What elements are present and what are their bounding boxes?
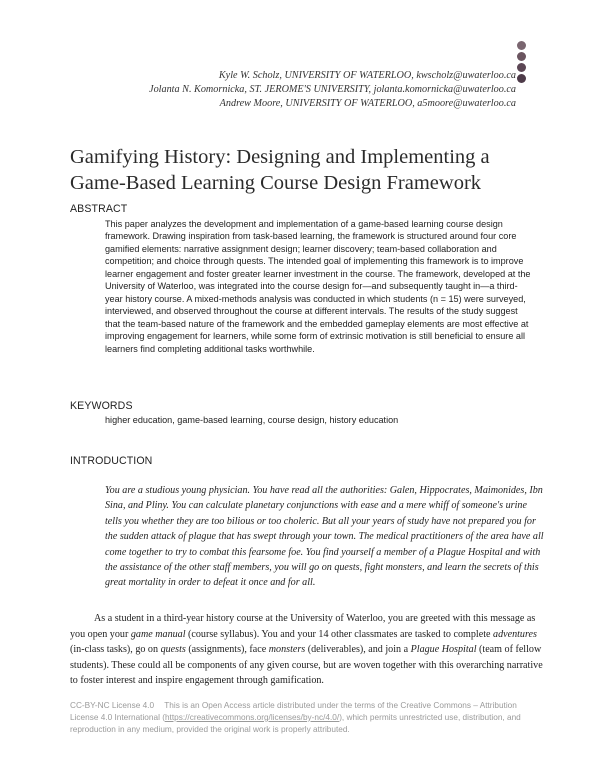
author-line: Jolanta N. Komornicka, ST. JEROME'S UNIVERSITY, jolanta.komornicka@uwaterloo.ca [149, 84, 516, 95]
plague-hospital-term: Plague Hospital [410, 644, 477, 655]
intro-quote: You are a studious young physician. You have read all the authorities: Galen, Hippocrates, Maimonides, Ibn Sina, and Pliny. You can calculate planetary conjunctions with ease and a mere whiff of someone's urine tells you whether they are too bilious or too choleric. But all your years of study have not prepared you for the sudden attack of plague that has swept through your town. The medical practitioners of the area have all come together to try to combat this fearsome foe. You find yourself a member of a Plague Hospital and with the assistance of the other staff members, you will go on quests, fight monsters, and learn the secrets of this great mortality in order to defeat it once and for all. [105, 485, 544, 589]
monsters-term: monsters [268, 644, 306, 655]
title-line-1: Gamifying History: Designing and Implementing a [70, 146, 490, 168]
journal-logo-dots [517, 41, 527, 85]
license-footer [70, 700, 540, 735]
paper-title [70, 144, 540, 196]
intro-text-1: As a student in a third-year history course at the University of Waterloo, you are greeted with this message as you open your [70, 613, 536, 640]
adventures-term: adventures [493, 628, 537, 640]
logo-dot-2 [517, 52, 526, 61]
intro-text-6: (team of fellow students). These could all be components of any given course, but are woven together with this overarching narrative to foster interest and inspire engagement through gamification. [70, 644, 543, 686]
keywords-text: higher education, game-based learning, course design, history education [105, 415, 399, 425]
title-line-2: Game-Based Learning Course Design Framework [70, 172, 482, 194]
abstract-heading: ABSTRACT [70, 203, 128, 215]
abstract-text: This paper analyzes the development and implementation of a game-based learning course design framework. Drawing inspiration from task-based learning, the framework is structured around four core gamified elements: narrative assignment design; learner discovery; team-based collaboration and competition; and choice through quests. The intended goal of implementing this framework is to improve learner engagement and foster greater learner investment in the course. The framework, developed at the University of Waterloo, was integrated into the course design for—and subsequently taught in—a third-year history course. A mixed-methods analysis was conducted in which students (n = 15) were surveyed, interviewed, and observed throughout the course at different intervals. The results of the study suggest that the team-based nature of the framework and the embedded gameplay elements are most effective at improving engagement for learners, while some form of extrinsic motivation is still beneficial to ensure all learners find completing additional tasks worthwhile. [105, 219, 531, 354]
intro-paragraph [70, 611, 544, 689]
logo-dot-4 [517, 74, 526, 83]
author-line: Kyle W. Scholz, UNIVERSITY OF WATERLOO, kwscholz@uwaterloo.ca [218, 70, 516, 81]
game-manual-term: game manual [130, 628, 186, 640]
license-text-1: This is an Open Access article distributed under the terms of the Creative Commons – Attribution License 4.0 International ( [70, 701, 517, 722]
intro-text-5: (deliverables), and join a [305, 644, 411, 655]
logo-dot-1 [517, 41, 526, 50]
license-text-2: ), which permits unrestricted use, distribution, and reproduction in any medium, provided the original work is properly attributed. [70, 712, 521, 734]
intro-text-3: (in-class tasks), go on [70, 644, 161, 655]
introduction-heading: INTRODUCTION [70, 455, 153, 467]
author-line: Andrew Moore, UNIVERSITY OF WATERLOO, a5moore@uwaterloo.ca [219, 98, 516, 109]
license-link[interactable]: https://creativecommons.org/licenses/by-nc/4.0/ [164, 712, 340, 722]
keywords-heading: KEYWORDS [70, 400, 133, 412]
license-label: CC-BY-NC License 4.0 [70, 701, 155, 710]
quests-term: quests [160, 644, 186, 655]
logo-dot-3 [517, 63, 526, 72]
author-block [149, 69, 516, 111]
intro-text-4: (assignments), face [185, 644, 269, 655]
intro-text-2: (course syllabus). You and your 14 other classmates are tasked to complete [185, 628, 494, 640]
